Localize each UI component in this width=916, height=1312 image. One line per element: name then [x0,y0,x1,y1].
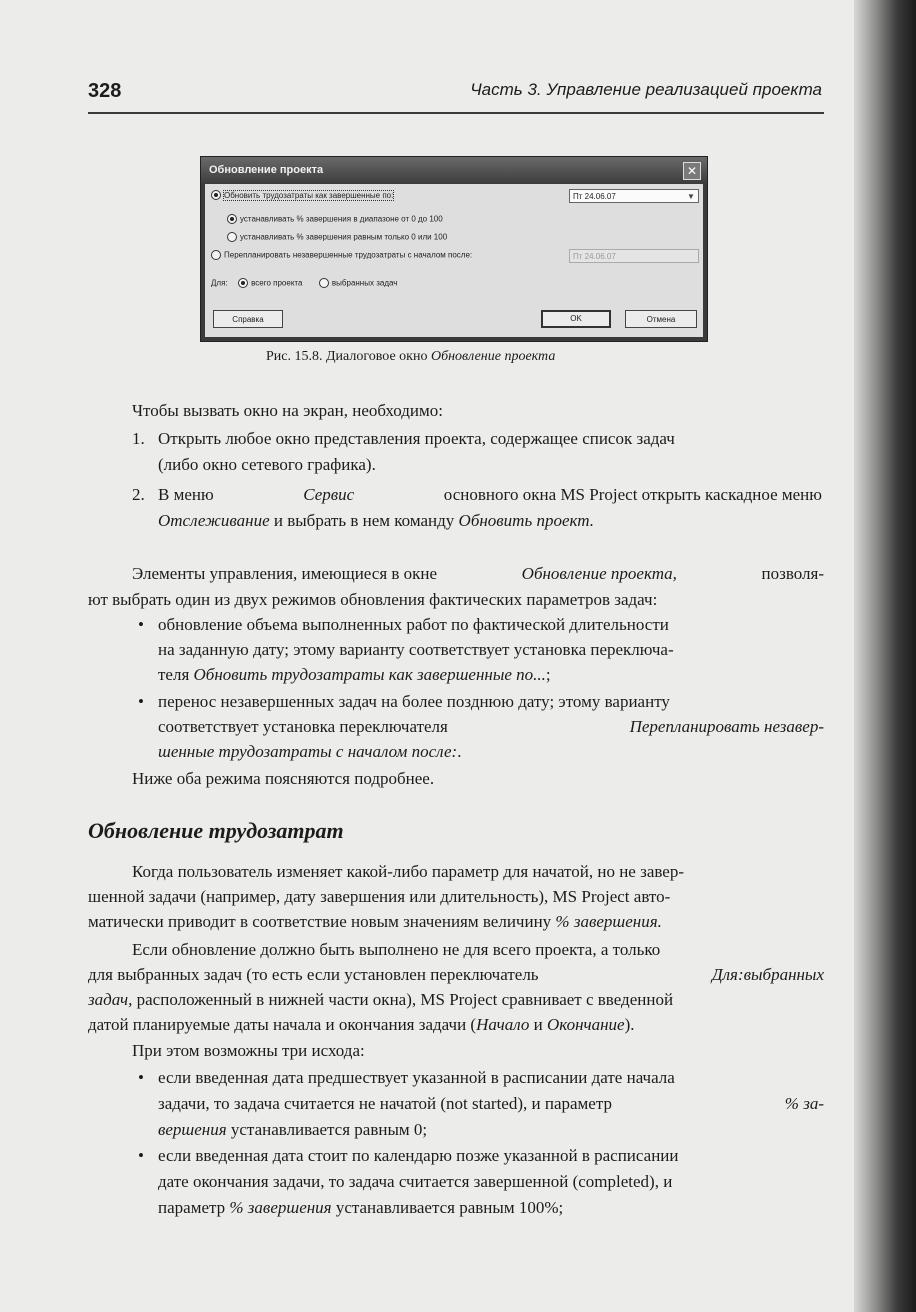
help-button[interactable]: Справка [213,310,283,328]
bullet2-option-part1: Перепланировать незавер- [629,717,824,736]
step1-line1: Открыть любое окно представления проекта, содержащее список задач [158,429,675,448]
bullet2-line3 [158,739,461,764]
dialog-body [205,184,703,337]
cancel-button[interactable]: Отмена [625,310,697,328]
bullet2-line1: перенос незавершенных задач на более позднюю дату; этому варианту [158,692,670,711]
p2-line3 [88,987,673,1012]
page-number: 328 [88,80,122,102]
radio-icon[interactable] [211,250,221,260]
dialog-title-bar [201,157,707,183]
intro-line: Чтобы вызвать окно на экран, необходимо: [132,401,444,420]
p2-line1: Если обновление должно быть выполнено не для всего проекта, а только [132,940,661,959]
bullet2-text-b: . [457,742,462,761]
bullet1-text-b: ; [545,665,551,684]
b1-line1: если введенная дата предшествует указанной в расписании дате начала [158,1068,675,1087]
step1-line2: (либо окно сетевого графика). [158,455,376,474]
radio-icon[interactable] [227,232,237,242]
b2-text-a: параметр [158,1198,226,1217]
reschedule-date-field[interactable] [569,249,699,263]
p1-text-a: матически приводит в соответствие новым значениям величину [88,912,552,931]
p2-text-d: ). [624,1015,635,1034]
p2-switch-name-end: задач, [88,990,133,1009]
section-heading: Обновление трудозатрат [88,818,344,843]
p2-text-a: для выбранных задач (то есть если установлен переключатель [88,965,539,984]
bullet-icon: • [138,692,144,711]
radio-icon[interactable] [227,214,237,224]
bullet1-line1: обновление объема выполненных работ по фактической длительности [158,615,669,634]
option-update-work[interactable] [211,190,393,200]
option-set-percent-only[interactable] [227,232,447,242]
radio-icon[interactable] [319,278,329,288]
p2-text-c: датой планируемые даты начала и окончания задачи ( [88,1015,477,1034]
b1-percent-end: вершения [158,1120,227,1139]
b1-percent: % за- [784,1094,824,1113]
option-reschedule[interactable] [211,250,472,260]
controls-line1 [132,561,824,586]
bullet2-text-a: соответствует установка переключателя [158,717,448,736]
step2-command: Обновить проект. [458,511,594,530]
b2-line1: если введенная дата стоит по календарю позже указанной в расписании [158,1146,679,1165]
p1-line3 [88,909,662,934]
step-number: 1. [132,429,145,448]
step2-menu: Сервис [303,485,355,504]
b2-line2: дате окончания задачи, то задача считается завершенной (completed), и [158,1172,673,1191]
option-set-percent-only-label: устанавливать % завершения равным только 0 или 100 [240,232,448,242]
bullet1-line3 [158,662,551,687]
running-head: Часть 3. Управление реализацией проекта [470,80,822,99]
controls-text-b: позволя- [761,564,824,583]
p1-line2: шенной задачи (например, дату завершения или длительность), MS Project авто- [88,887,671,906]
figure-label: Рис. 15.8. [266,349,323,364]
chevron-down-icon[interactable]: ▼ [687,192,695,201]
update-date-select[interactable] [569,189,699,203]
b1-line3 [158,1117,427,1142]
controls-text-a: Элементы управления, имеющиеся в окне [132,564,438,583]
p2-start: Начало [476,1015,530,1034]
p2-line2 [88,962,824,987]
step-number: 2. [132,485,145,504]
radio-icon[interactable] [211,190,221,200]
p3-line1: При этом возможны три исхода: [132,1041,365,1060]
p2-text-b: расположенный в нижней части окна), MS Project сравнивает с введенной [136,990,674,1009]
controls-window-name: Обновление проекта, [521,564,677,583]
page-header [88,78,824,114]
ok-button[interactable]: OK [541,310,611,328]
bullet1-option: Обновить трудозатраты как завершенные по... [193,665,546,684]
b1-text-b: устанавливается равным 0; [230,1120,428,1139]
figure-text: Диалоговое окно [326,349,428,364]
update-date-value: Пт 24.06.07 [573,192,616,201]
bullet1-line2: на заданную дату; этому варианту соответствует установка переключа- [158,640,674,659]
radio-icon[interactable] [238,278,248,288]
option-update-work-label: Обновить трудозатраты как завершенные по: [224,190,394,200]
for-selected-tasks[interactable]: выбранных задач [331,278,398,288]
step2-text-c: и выбрать в нем команду [273,511,455,530]
b1-line2 [158,1091,824,1116]
apply-to-group [211,278,397,288]
b2-line3 [158,1195,563,1220]
p2-finish: Окончание [546,1015,625,1034]
p2-line4 [88,1012,635,1037]
close-icon[interactable]: ✕ [683,162,701,180]
update-project-dialog [200,156,708,342]
bullet-icon: • [138,615,144,634]
option-reschedule-label: Перепланировать незавершенные трудозатраты с началом после: [224,250,473,260]
p1-line1: Когда пользователь изменяет какой-либо параметр для начатой, но не завер- [132,862,684,881]
p1-percent: % завершения. [555,912,662,931]
bullet1-text-a: теля [158,665,190,684]
option-set-percent-range-label: устанавливать % завершения в диапазоне от 0 до 100 [240,214,443,224]
book-binding-shadow [854,0,916,1312]
bullet-icon: • [138,1146,144,1165]
figure-title: Обновление проекта [430,349,556,364]
bullet2-line2 [158,714,824,739]
figure-caption [266,349,555,365]
step2-text-a: В меню [158,485,214,504]
step2-line1 [158,482,822,507]
controls-closing: Ниже оба режима поясняются подробнее. [132,769,435,788]
p2-and: и [533,1015,543,1034]
controls-line2: ют выбрать один из двух режимов обновления фактических параметров задач: [88,590,658,609]
for-entire-project[interactable]: всего проекта [251,278,303,288]
reschedule-date-value: Пт 24.06.07 [573,252,616,261]
bullet-icon: • [138,1068,144,1087]
b2-percent: % завершения [229,1198,332,1217]
b2-text-b: устанавливается равным 100%; [335,1198,564,1217]
step2-text-b: основного окна MS Project открыть каскадное меню [443,485,822,504]
step2-line2 [158,508,594,533]
p2-switch-name: Для:выбранных [711,965,824,984]
b1-text-a: задачи, то задача считается не начатой (not started), и параметр [158,1094,612,1113]
dialog-title: Обновление проекта [209,164,324,176]
for-label: Для: [211,278,228,288]
bullet2-option-part2: шенные трудозатраты с началом после: [158,742,458,761]
option-set-percent-range[interactable] [227,214,443,224]
step2-submenu: Отслеживание [158,511,270,530]
